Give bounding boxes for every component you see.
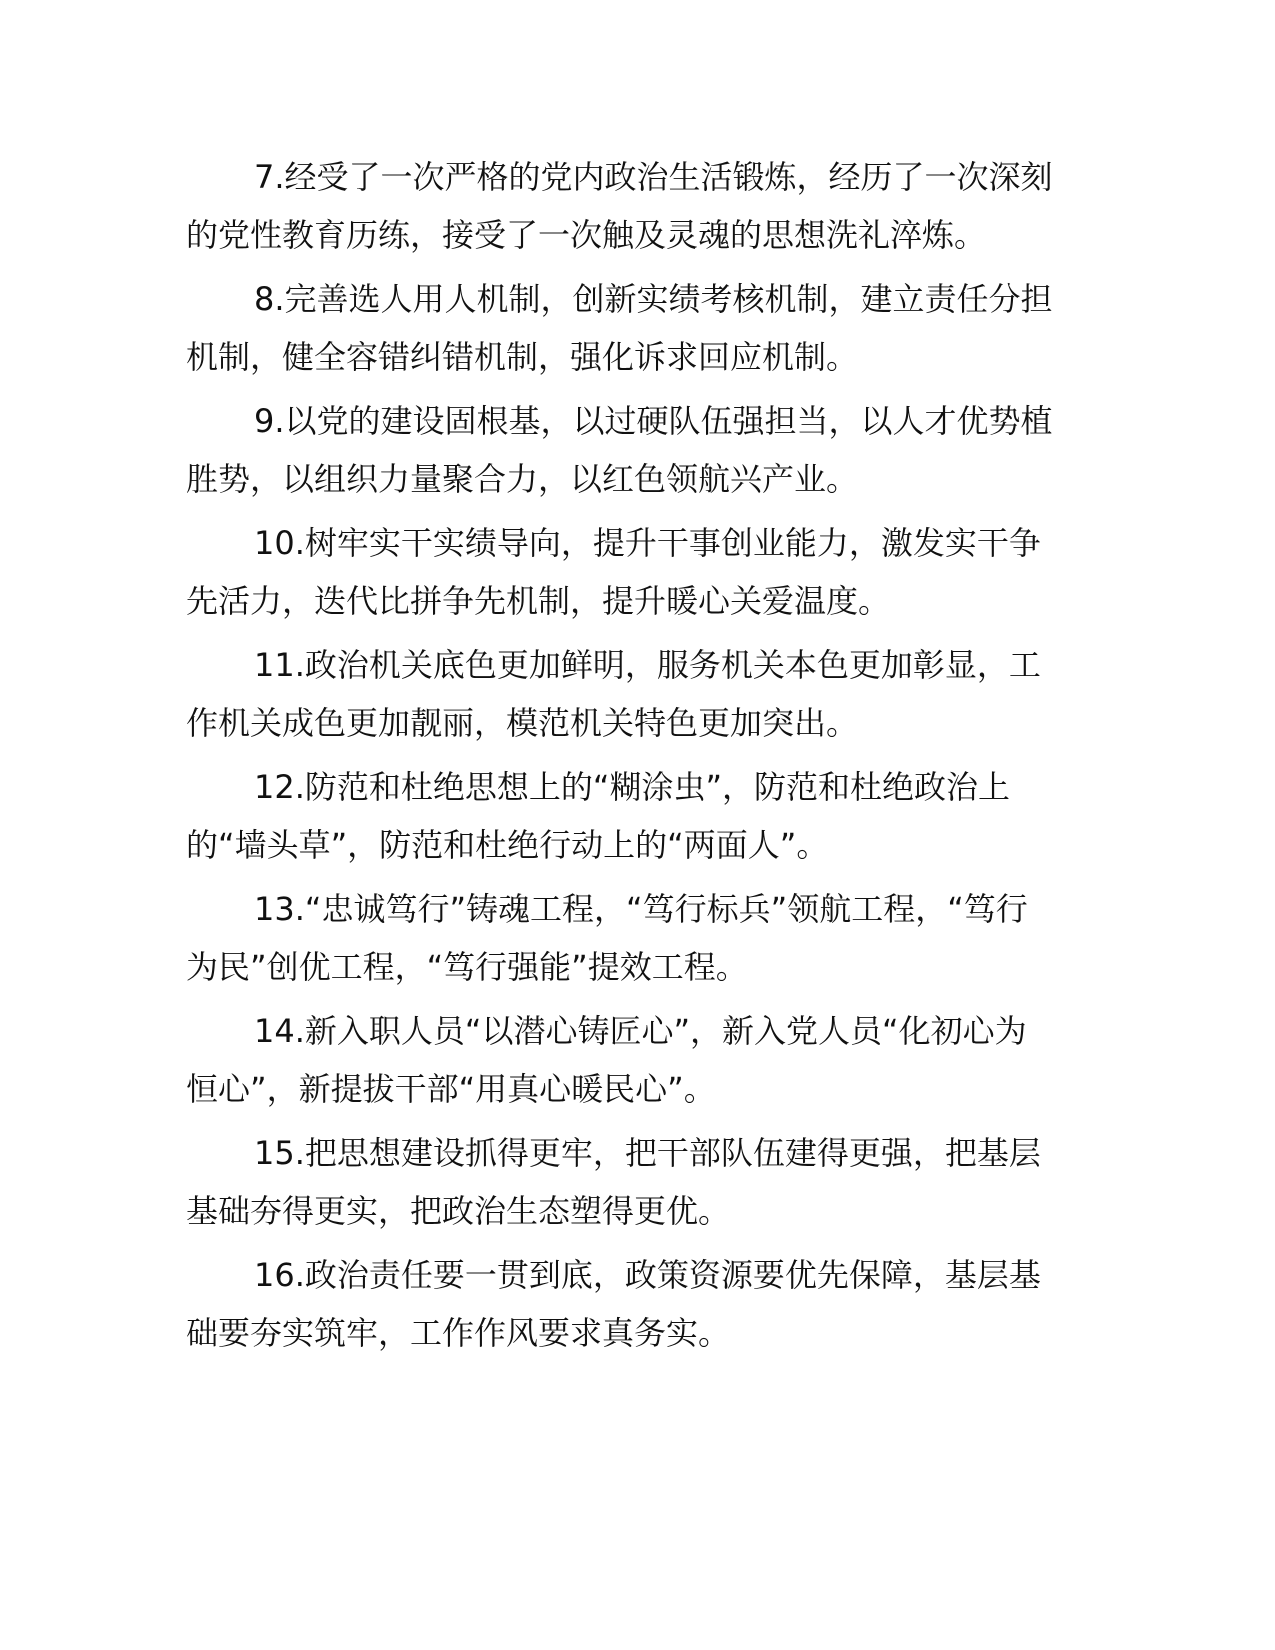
paragraph-8 bbox=[186, 270, 1088, 386]
paragraph-8-line-1: 8.完善选人用人机制，创新实绩考核机制，建立责任分担 bbox=[254, 280, 1053, 318]
paragraph-10-line-1: 10.树牢实干实绩导向，提升干事创业能力，激发实干争 bbox=[254, 524, 1041, 562]
paragraph-16-line-1: 16.政治责任要一贯到底，政策资源要优先保障，基层基 bbox=[254, 1256, 1041, 1294]
paragraph-16 bbox=[186, 1246, 1088, 1362]
paragraph-7 bbox=[186, 148, 1088, 264]
paragraph-11 bbox=[186, 636, 1088, 752]
paragraph-12-line-2: 的“墙头草”，防范和杜绝行动上的“两面人”。 bbox=[186, 826, 829, 864]
paragraph-15 bbox=[186, 1124, 1088, 1240]
paragraph-8-line-2: 机制，健全容错纠错机制，强化诉求回应机制。 bbox=[186, 338, 859, 376]
paragraph-11-line-2: 作机关成色更加靓丽，模范机关特色更加突出。 bbox=[186, 704, 859, 742]
paragraph-14 bbox=[186, 1002, 1088, 1118]
paragraph-9 bbox=[186, 392, 1088, 508]
paragraph-7-line-2: 的党性教育历练，接受了一次触及灵魂的思想洗礼淬炼。 bbox=[186, 216, 987, 254]
paragraph-13-line-1: 13.“忠诚笃行”铸魂工程，“笃行标兵”领航工程，“笃行 bbox=[254, 890, 1028, 928]
paragraph-9-line-2: 胜势，以组织力量聚合力，以红色领航兴产业。 bbox=[186, 460, 859, 498]
paragraph-13 bbox=[186, 880, 1088, 996]
paragraph-16-line-2: 础要夯实筑牢，工作作风要求真务实。 bbox=[186, 1314, 731, 1352]
paragraph-10 bbox=[186, 514, 1088, 630]
paragraph-14-line-1: 14.新入职人员“以潜心铸匠心”，新入党人员“化初心为 bbox=[254, 1012, 1027, 1050]
paragraph-10-line-2: 先活力，迭代比拼争先机制，提升暖心关爱温度。 bbox=[186, 582, 891, 620]
paragraph-12 bbox=[186, 758, 1088, 874]
paragraph-11-line-1: 11.政治机关底色更加鲜明，服务机关本色更加彰显，工 bbox=[254, 646, 1041, 684]
paragraph-14-line-2: 恒心”，新提拔干部“用真心暖民心”。 bbox=[186, 1070, 716, 1108]
paragraph-9-line-1: 9.以党的建设固根基，以过硬队伍强担当，以人才优势植 bbox=[254, 402, 1053, 440]
paragraph-12-line-1: 12.防范和杜绝思想上的“糊涂虫”，防范和杜绝政治上 bbox=[254, 768, 1011, 806]
paragraph-13-line-2: 为民”创优工程，“笃行强能”提效工程。 bbox=[186, 948, 748, 986]
paragraph-7-line-1: 7.经受了一次严格的党内政治生活锻炼，经历了一次深刻 bbox=[254, 158, 1053, 196]
paragraph-15-line-2: 基础夯得更实，把政治生态塑得更优。 bbox=[186, 1192, 731, 1230]
paragraph-15-line-1: 15.把思想建设抓得更牢，把干部队伍建得更强，把基层 bbox=[254, 1134, 1041, 1172]
